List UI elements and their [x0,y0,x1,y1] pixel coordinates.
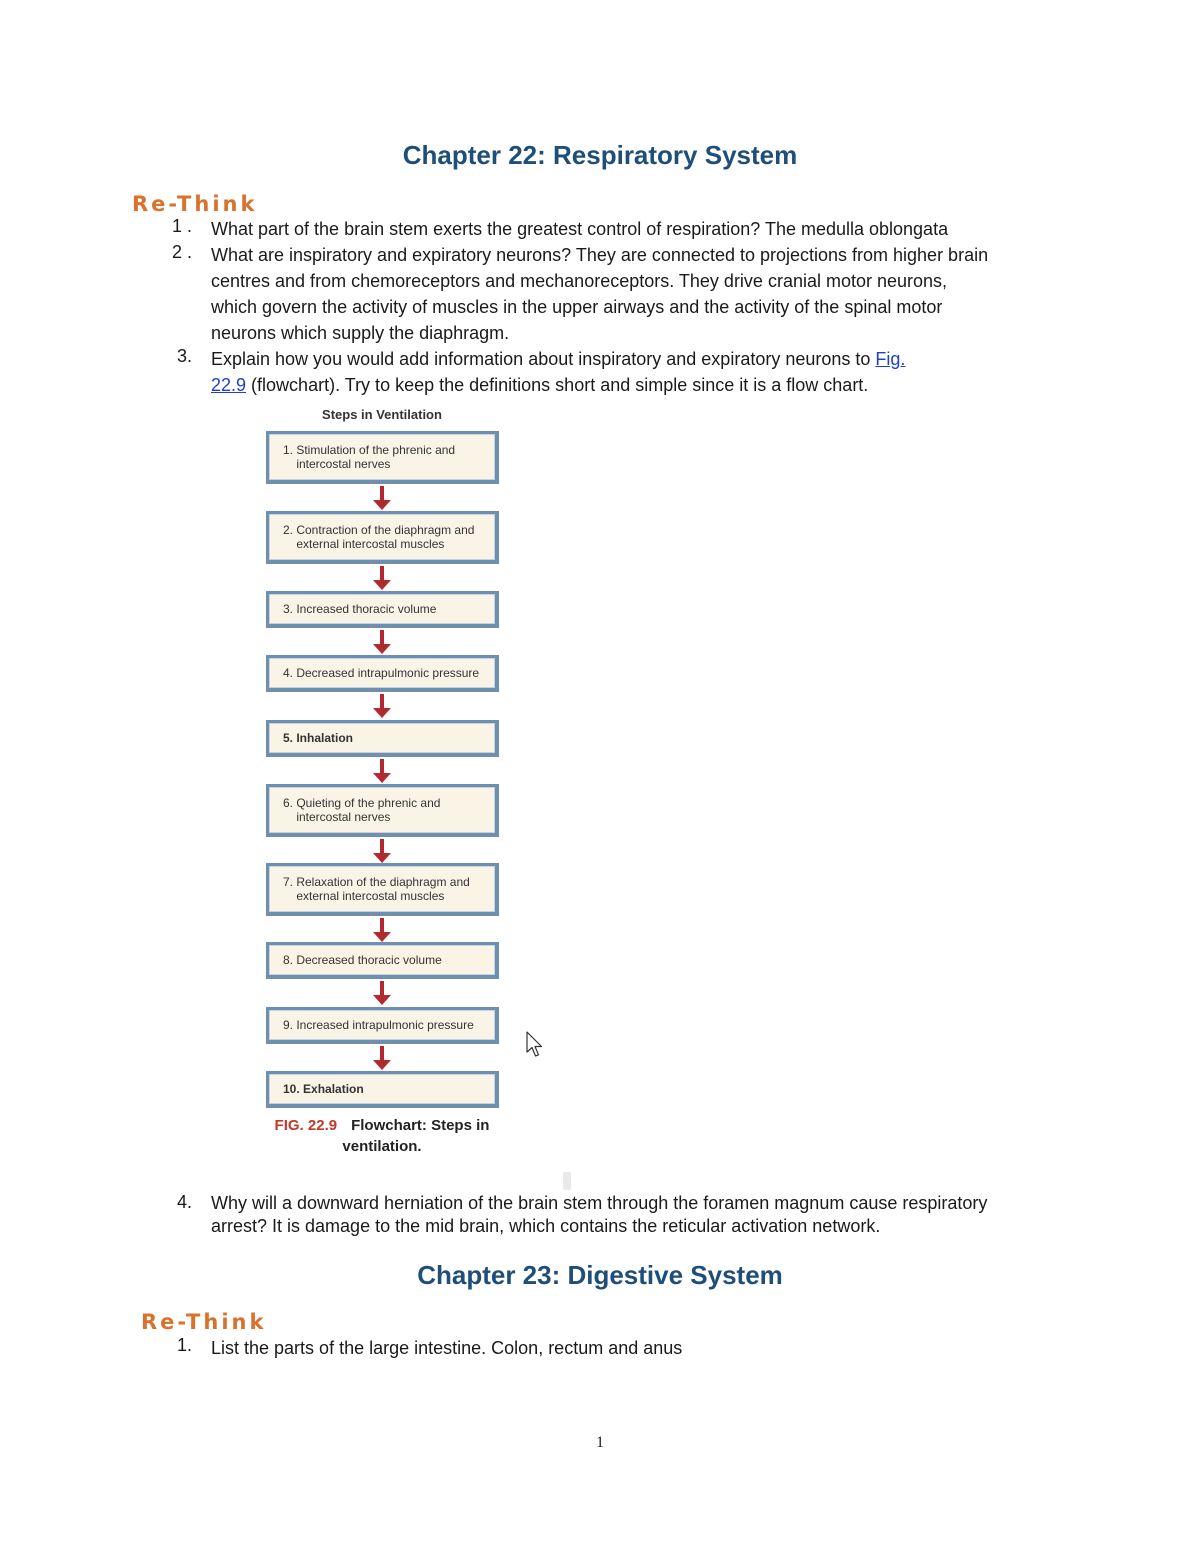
figure-caption-text: Flowchart: Steps in ventilation. [342,1117,490,1155]
fig-22-9-link[interactable]: Fig. [875,349,906,369]
flowchart-arrow [373,694,391,718]
question-3-text-part: Explain how you would add information about inspiratory and expiratory neurons to [211,349,876,369]
flowchart-heading: Steps in Ventilation [322,407,442,422]
chapter-23-title: Chapter 23: Digestive System [417,1260,783,1290]
question-2-line: neurons which supply the diaphragm. [211,323,510,343]
figure-label: FIG. 22.9 [274,1117,338,1134]
flowchart-step: 10. Exhalation [266,1071,499,1108]
question-2-line: What are inspiratory and expiratory neurons? They are connected to projections from higher brain [211,245,989,265]
question-2-line: which govern the activity of muscles in the upper airways and the activity of the spinal motor [211,297,943,317]
flowchart-arrow [373,630,391,654]
question-1-text: What part of the brain stem exerts the greatest control of respiration? The medulla oblongata [211,219,949,239]
chapter-23-rethink-heading: Re-Think [141,1310,267,1334]
flowchart-arrow [373,1046,391,1070]
question-2-line: centres and from chemoreceptors and mechanoreceptors. They drive cranial motor neurons, [211,271,948,291]
question-number: 2 . [171,242,192,262]
flowchart-step: 2. Contraction of the diaphragm and external intercostal muscles [266,511,499,564]
chapter-22-title: Chapter 22: Respiratory System [402,140,798,170]
flowchart-arrow [373,918,391,942]
flowchart-step: 6. Quieting of the phrenic and intercostal nerves [266,784,499,837]
flowchart-arrow [373,486,391,510]
fig-22-9-link-continued[interactable]: 22.9 [211,375,247,395]
flowchart-arrow [373,981,391,1005]
question-4-line: Why will a downward herniation of the brain stem through the foramen magnum cause respiratory [211,1193,988,1213]
figure-caption [266,1115,498,1157]
flowchart-step: 1. Stimulation of the phrenic and intercostal nerves [266,431,499,484]
flowchart-arrow [373,759,391,783]
flowchart-step: 3. Increased thoracic volume [266,591,499,628]
question-4-text [211,1192,987,1238]
question-number: 1 . [171,216,192,236]
flowchart-step: 5. Inhalation [266,720,499,757]
flowchart-step: 7. Relaxation of the diaphragm and external intercostal muscles [266,863,499,916]
question-3-line [211,372,905,398]
scan-artifact [563,1172,571,1190]
question-3-line [211,346,905,372]
flowchart-step: 8. Decreased thoracic volume [266,942,499,979]
question-3-text [211,346,905,398]
flowchart-arrow [373,839,391,863]
question-2-text [211,242,988,346]
question-4-line: arrest? It is damage to the mid brain, which contains the reticular activation network. [211,1216,881,1236]
chapter-23-question-1-text: List the parts of the large intestine. Colon, rectum and anus [211,1338,683,1358]
question-number: 3. [176,346,192,366]
page-number: 1 [596,1434,604,1451]
flowchart-step: 9. Increased intrapulmonic pressure [266,1007,499,1044]
question-3-text-part: (flowchart). Try to keep the definitions short and simple since it is a flow chart. [246,375,869,395]
question-number: 1. [176,1335,192,1355]
flowchart-arrow [373,566,391,590]
mouse-pointer-icon [526,1031,544,1059]
question-number: 4. [176,1192,192,1212]
flowchart-step: 4. Decreased intrapulmonic pressure [266,655,499,692]
chapter-22-rethink-heading: Re-Think [132,192,258,216]
